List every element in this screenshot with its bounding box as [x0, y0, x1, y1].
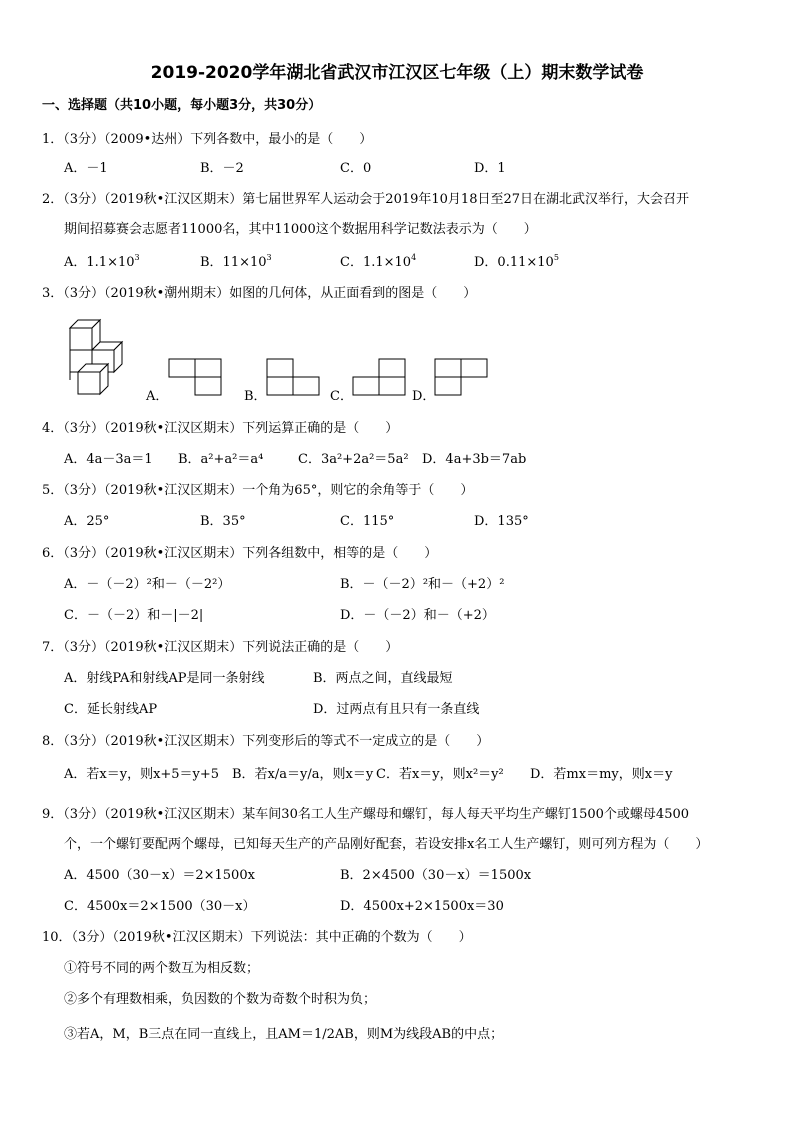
q9-stem-line2: 个，一个螺钉要配两个螺母，已知每天生产的产品刚好配套，若设安排x名工人生产螺钉，则可列方程为（ ）: [64, 837, 709, 852]
q3-stem: 3．（3分）（2019秋•潮州期末）如图的几何体，从正面看到的图是（ ）: [42, 286, 477, 301]
q4-option-c: C．3a²+2a²＝5a²: [298, 452, 409, 467]
q10-statement-2: ②多个有理数相乘，负因数的个数为奇数个时积为负；: [64, 992, 377, 1007]
q4-option-d: D．4a+3b＝7ab: [422, 452, 527, 467]
q5-option-d: D．135°: [474, 514, 529, 529]
q5-option-b: B．35°: [200, 514, 246, 529]
q8-option-a: A．若x＝y，则x+5＝y+5: [64, 767, 220, 782]
q6-stem: 6．（3分）（2019秋•江汉区期末）下列各组数中，相等的是（ ）: [42, 546, 438, 561]
q7-option-a: A．射线PA和射线AP是同一条射线: [64, 671, 265, 686]
q1-option-a: A．－1: [64, 161, 108, 176]
q3-option-a-label: A．: [146, 389, 169, 404]
q9-stem-line1: 9．（3分）（2019秋•江汉区期末）某车间30名工人生产螺母和螺钉，每人每天平均生产螺钉1500个或螺母4500: [42, 807, 690, 822]
q1-option-b: B．－2: [200, 161, 244, 176]
q5-stem: 5．（3分）（2019秋•江汉区期末）一个角为65°，则它的余角等于（ ）: [42, 483, 474, 498]
q9-option-a: A．4500（30－x）＝2×1500x: [64, 868, 255, 883]
q2-option-c: C．$1.1\times 10^4$: [340, 253, 417, 270]
q2-option-a: A．$1.1\times 10^3$: [64, 253, 140, 270]
q3-option-b-label: B．: [244, 389, 267, 404]
q3-option-c-label: C．: [330, 389, 353, 404]
q6-option-a: A．－（－2）²和－（－2²）: [64, 577, 231, 592]
cube-solid-figure: [62, 314, 132, 398]
q7-stem: 7．（3分）（2019秋•江汉区期末）下列说法正确的是（ ）: [42, 640, 399, 655]
q9-option-c: C．4500x＝2×1500（30－x）: [64, 899, 256, 914]
q8-option-d: D．若mx＝my，则x＝y: [530, 767, 673, 782]
q4-stem: 4．（3分）（2019秋•江汉区期末）下列运算正确的是（ ）: [42, 421, 399, 436]
q7-option-c: C．延长射线AP: [64, 702, 158, 717]
q2-option-d: D．$0.11\times 10^5$: [474, 253, 559, 270]
q1-stem: 1．（3分）（2009•达州）下列各数中，最小的是（ ）: [42, 132, 373, 147]
q5-option-c: C．115°: [340, 514, 395, 529]
q1-option-c: C．0: [340, 161, 372, 176]
q10-statement-1: ①符号不同的两个数互为相反数；: [64, 961, 260, 976]
q5-option-a: A．25°: [64, 514, 110, 529]
q9-option-b: B．2×4500（30－x）＝1500x: [340, 868, 532, 883]
q2-stem-line1: 2．（3分）（2019秋•江汉区期末）第七届世界军人运动会于2019年10月18日至27日在湖北武汉举行，大会召开: [42, 192, 690, 207]
q2-stem-line2: 期间招募赛会志愿者11000名，其中11000这个数据用科学记数法表示为（ ）: [64, 222, 537, 237]
section-heading: 一、选择题（共10小题，每小题3分，共30分）: [42, 98, 322, 113]
q3-option-d-figure: [434, 358, 490, 396]
q8-stem: 8．（3分）（2019秋•江汉区期末）下列变形后的等式不一定成立的是（ ）: [42, 734, 490, 749]
q10-stem: 10．（3分）（2019秋•江汉区期末）下列说法：其中正确的个数为（ ）: [42, 930, 472, 945]
q8-option-b: B．若x/a＝y/a，则x＝y: [232, 767, 374, 782]
q8-option-c: C．若x＝y，则x²＝y²: [376, 767, 504, 782]
q2-option-b: B．$11\times 10^3$: [200, 253, 272, 270]
q3-option-b-figure: [266, 358, 322, 396]
q10-statement-3: ③若A，M，B三点在同一直线上，且AM＝1/2AB，则M为线段AB的中点；: [64, 1027, 504, 1042]
q3-option-c-figure: [352, 358, 408, 396]
q4-option-b: B．a²+a²＝a⁴: [178, 452, 264, 467]
q6-option-d: D．－（－2）和－（+2）: [340, 608, 495, 623]
page-title: 2019-2020学年湖北省武汉市江汉区七年级（上）期末数学试卷: [150, 63, 644, 83]
q4-option-a: A．4a－3a＝1: [64, 452, 153, 467]
q7-option-d: D．过两点有且只有一条直线: [313, 702, 480, 717]
q7-option-b: B．两点之间，直线最短: [313, 671, 453, 686]
q1-option-d: D．1: [474, 161, 506, 176]
q3-option-a-figure: [168, 358, 224, 396]
q6-option-c: C．－（－2）和－|－2|: [64, 608, 204, 623]
q3-option-d-label: D．: [412, 389, 436, 404]
q9-option-d: D．4500x+2×1500x＝30: [340, 899, 504, 914]
q6-option-b: B．－（－2）²和－（+2）²: [340, 577, 505, 592]
